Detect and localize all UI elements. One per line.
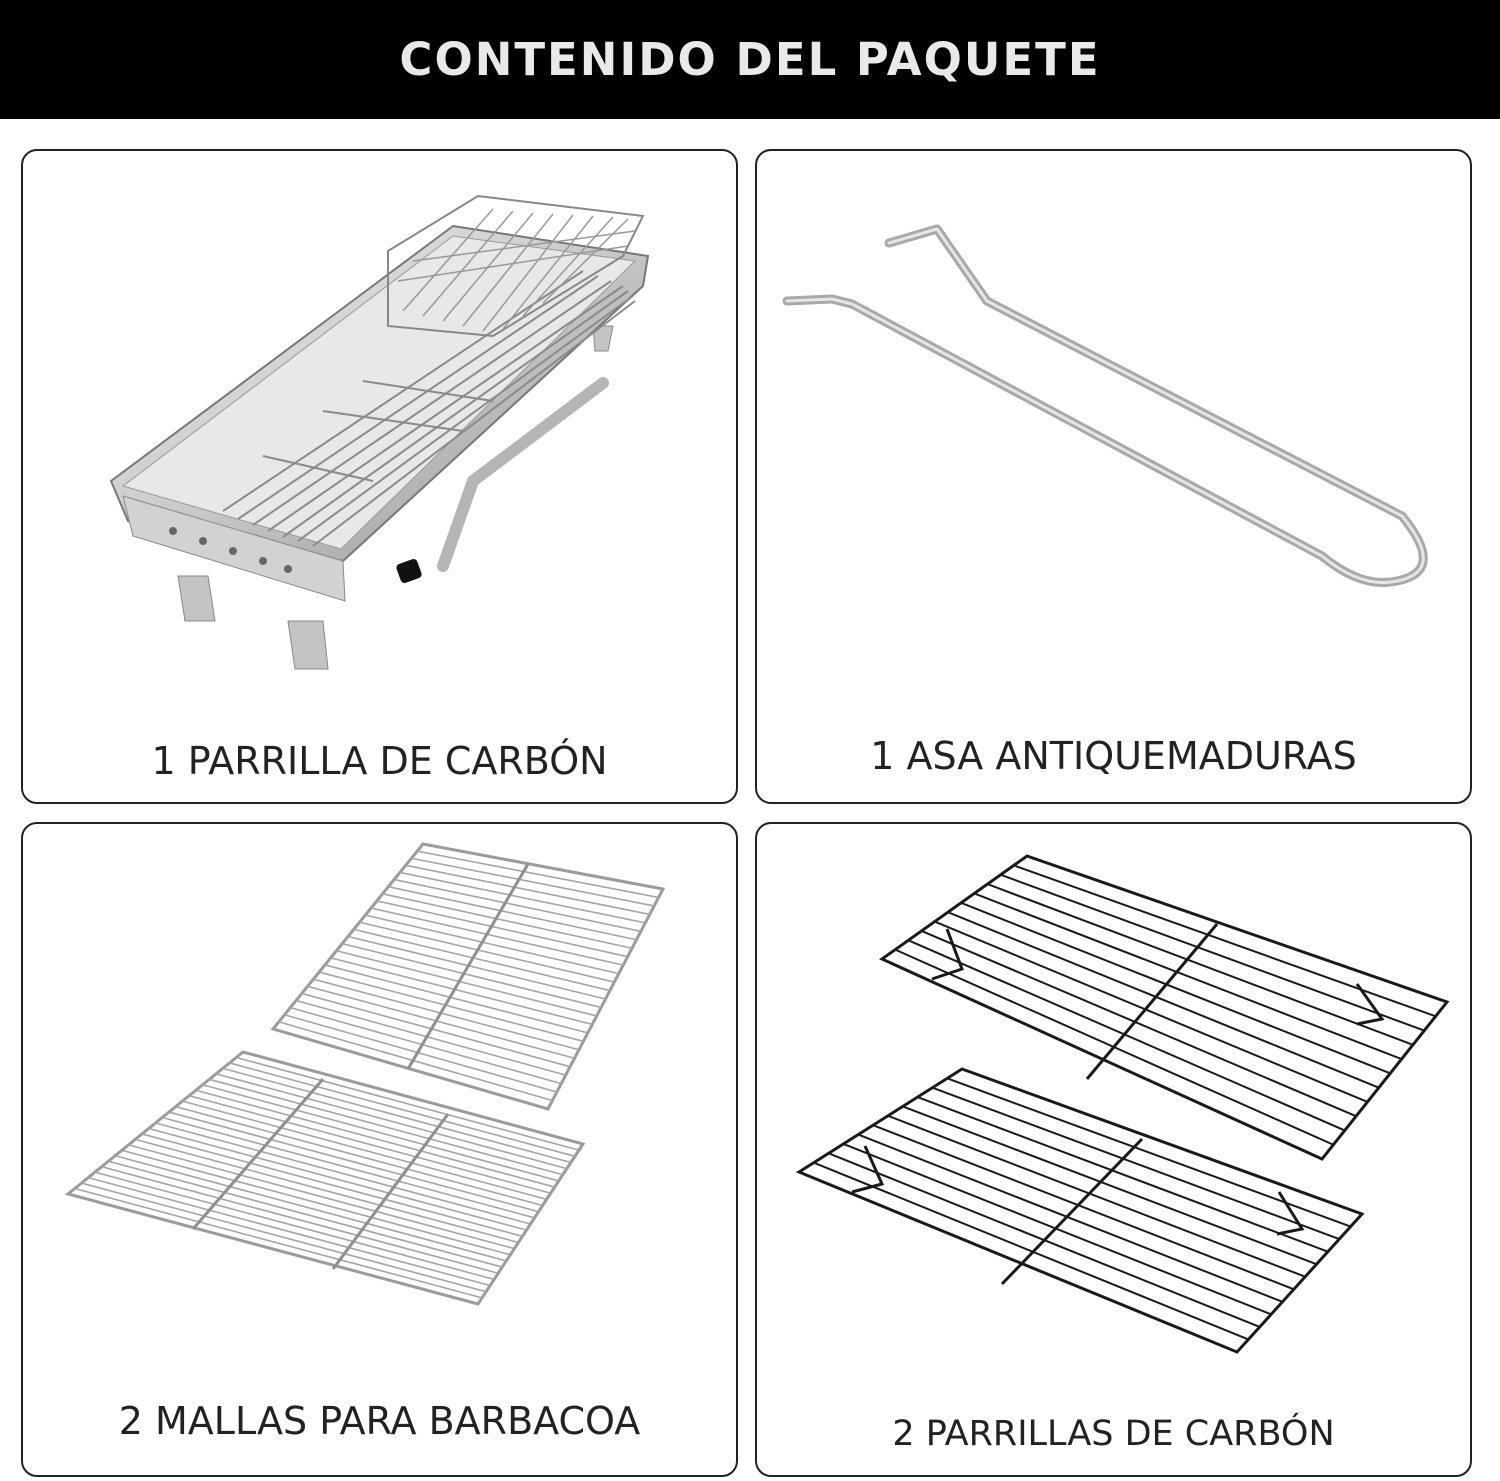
wire-bar (162, 1118, 534, 1218)
bbq-mesh-image (23, 824, 738, 1477)
wire-bar (81, 1183, 486, 1292)
wire-bar (88, 1178, 490, 1286)
page-title: CONTENIDO DEL PAQUETE (399, 33, 1101, 86)
heat-resistant-handle-image (757, 151, 1472, 804)
item-card-racks (755, 822, 1472, 1477)
item-card-charcoal-grill (21, 149, 738, 804)
item-caption: 1 PARRILLA DE CARBÓN (151, 739, 608, 783)
wire-bar (95, 1172, 494, 1279)
black-grill-racks-image (757, 824, 1472, 1477)
item-caption: 2 PARRILLAS DE CARBÓN (892, 1414, 1335, 1454)
wire-bar (313, 979, 579, 1050)
wire-bar (308, 986, 575, 1058)
wire-bar (209, 1079, 562, 1174)
wire-bar (858, 1135, 1282, 1302)
item-card-handle (755, 149, 1472, 804)
wire-bar (814, 1163, 1249, 1340)
wire-bar (216, 1074, 567, 1169)
wire-bar (918, 1097, 1328, 1252)
wire-bar (203, 1085, 559, 1181)
item-card-meshes (21, 822, 738, 1477)
wire-bar (189, 1096, 551, 1194)
charcoal-grill-image (23, 151, 738, 804)
wire-bar (75, 1189, 482, 1298)
wire-bar (948, 912, 1379, 1087)
wire-bar (176, 1107, 543, 1206)
item-caption: 2 MALLAS PARA BARBACOA (118, 1399, 641, 1443)
wire-bar (319, 972, 583, 1041)
item-caption: 1 ASA ANTIQUEMADURAS (870, 734, 1357, 778)
wire-bar (354, 929, 610, 990)
wire-bar (336, 951, 596, 1016)
wire-bar (961, 903, 1390, 1074)
wire-bar (302, 993, 570, 1066)
wire-bar (987, 884, 1412, 1045)
wire-bar (922, 931, 1357, 1116)
wire-bar (182, 1101, 546, 1199)
wire-bar (873, 1125, 1294, 1289)
wire-bar (932, 1088, 1339, 1239)
wire-bar (888, 1116, 1305, 1277)
header-bar (0, 0, 1500, 119)
wire-bar (169, 1112, 539, 1212)
wire-bar (843, 1144, 1271, 1314)
wire-bar (196, 1090, 555, 1187)
wire-bar (974, 893, 1401, 1059)
wire-bar (947, 1078, 1350, 1226)
wire-bar (1014, 865, 1436, 1016)
